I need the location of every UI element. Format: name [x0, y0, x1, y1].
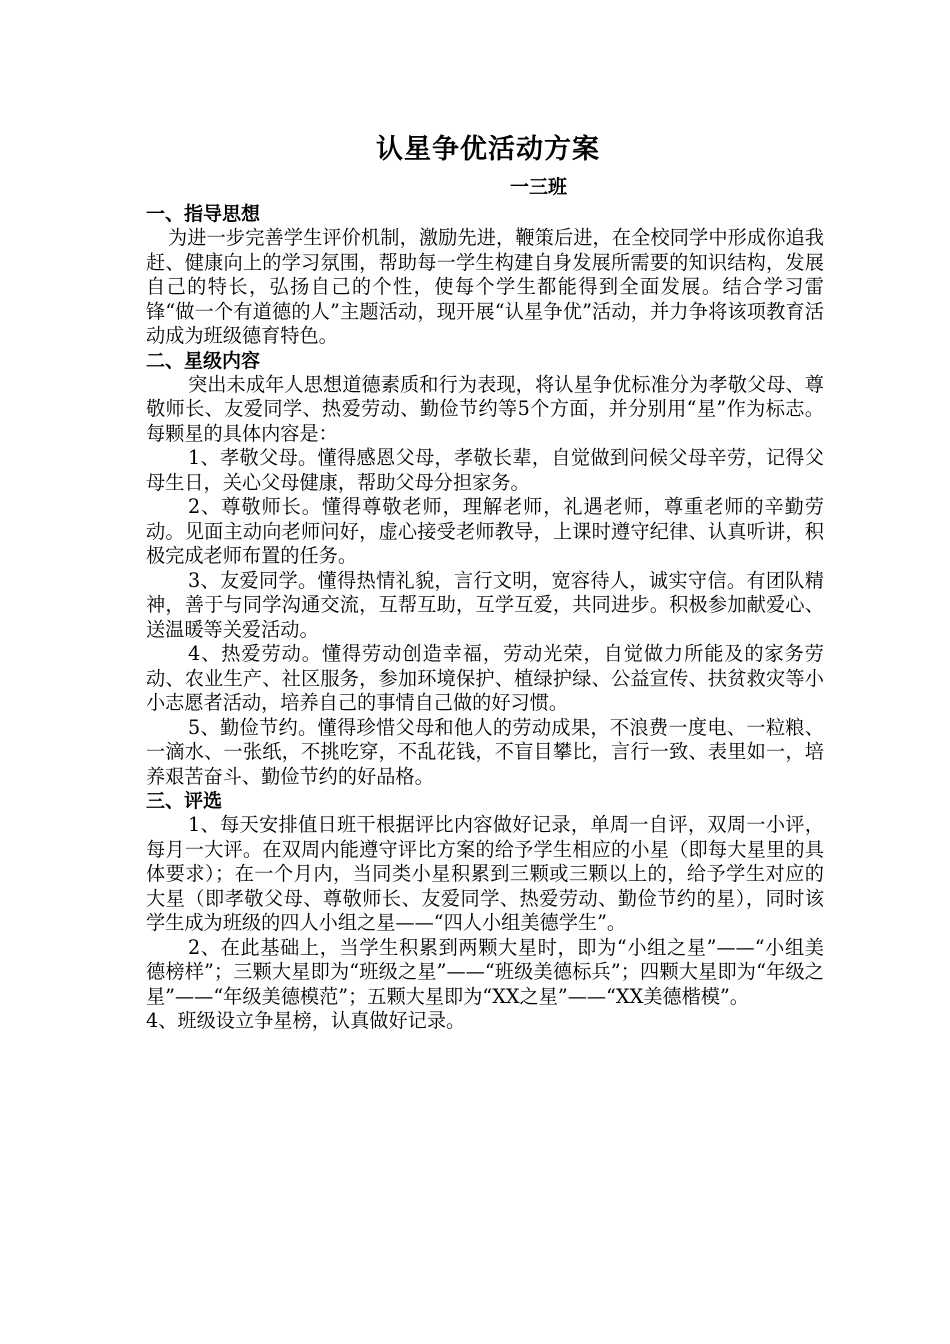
paragraph-star-classmates: 3、友爱同学。懂得热情礼貌，言行文明，宽容待人，诚实守信。有团队精神，善于与同学沟通交流，互帮互助，互学互爱，共同进步。积极参加献爱心、送温暖等关爱活动。 — [146, 568, 824, 641]
paragraph-star-teachers: 2、尊敬师长。懂得尊敬老师，理解老师，礼遇老师，尊重老师的辛勤劳动。见面主动向老师问好，虚心接受老师教导，上课时遵守纪律、认真听讲，积极完成老师布置的任务。 — [146, 495, 824, 567]
paragraph-selection-daily: 1、每天安排值日班干根据评比内容做好记录，单周一自评，双周一小评，每月一大评。在双周内能遵守评比方案的给予学生相应的小星（即每大星里的具体要求）；在一个月内，当同类小星积累到三颗或三颗以上的，给予学生对应的大星（即孝敬父母、尊敬师长、友爱同学、热爱劳动、勤俭节约的星），同时该学生成为班级的四人小组之星——“四人小组美德学生”。 — [146, 813, 824, 934]
paragraph-star-labor: 4、热爱劳动。懂得劳动创造幸福，劳动光荣，自觉做力所能及的家务劳动、农业生产、社区服务，参加环境保护、植绿护绿、公益宣传、扶贫救灾等小小志愿者活动，培养自己的事情自己做的好习惯。 — [146, 642, 824, 714]
class-name: 一三班 — [510, 176, 568, 198]
paragraph-selection-levels: 2、在此基础上，当学生积累到两颗大星时，即为“小组之星”——“小组美德榜样”；三颗大星即为“班级之星”——“班级美德标兵”；四颗大星即为“年级之星”——“年级美德模范”；五颗大星即为“XX之星”——“XX美德楷模”。 — [146, 935, 824, 1008]
paragraph-star-filial: 1、孝敬父母。懂得感恩父母，孝敬长辈，自觉做到问候父母辛劳，记得父母生日，关心父母健康，帮助父母分担家务。 — [146, 446, 824, 494]
document-title: 认星争优活动方案 — [376, 134, 600, 165]
paragraph-guiding-ideology: 为进一步完善学生评价机制，激励先进，鞭策后进，在全校同学中形成你追我赶、健康向上的学习氛围，帮助每一学生构建自身发展所需要的知识结构，发展自己的特长，弘扬自己的个性，使每个学生都能得到全面发展。结合学习雷锋“做一个有道德的人”主题活动，现开展“认星争优”活动，并力争将该项教育活动成为班级德育特色。 — [146, 226, 824, 347]
section-heading-guiding-ideology: 一、指导思想 — [146, 203, 261, 225]
paragraph-star-intro: 突出未成年人思想道德素质和行为表现，将认星争优标准分为孝敬父母、尊敬师长、友爱同学、热爱劳动、勤俭节约等5个方面，并分别用“星”作为标志。每颗星的具体内容是： — [146, 372, 824, 445]
document-page — [146, 128, 824, 1034]
section-heading-star-content: 二、星级内容 — [146, 349, 261, 372]
section-heading-selection: 三、评选 — [146, 790, 223, 812]
paragraph-selection-closing: 4、班级设立争星榜，认真做好记录。 — [146, 1009, 466, 1032]
paragraph-star-thrift: 5、勤俭节约。懂得珍惜父母和他人的劳动成果，不浪费一度电、一粒粮、一滴水、一张纸，不挑吃穿，不乱花钱，不盲目攀比，言行一致、表里如一，培养艰苦奋斗、勤俭节约的好品格。 — [146, 715, 824, 788]
